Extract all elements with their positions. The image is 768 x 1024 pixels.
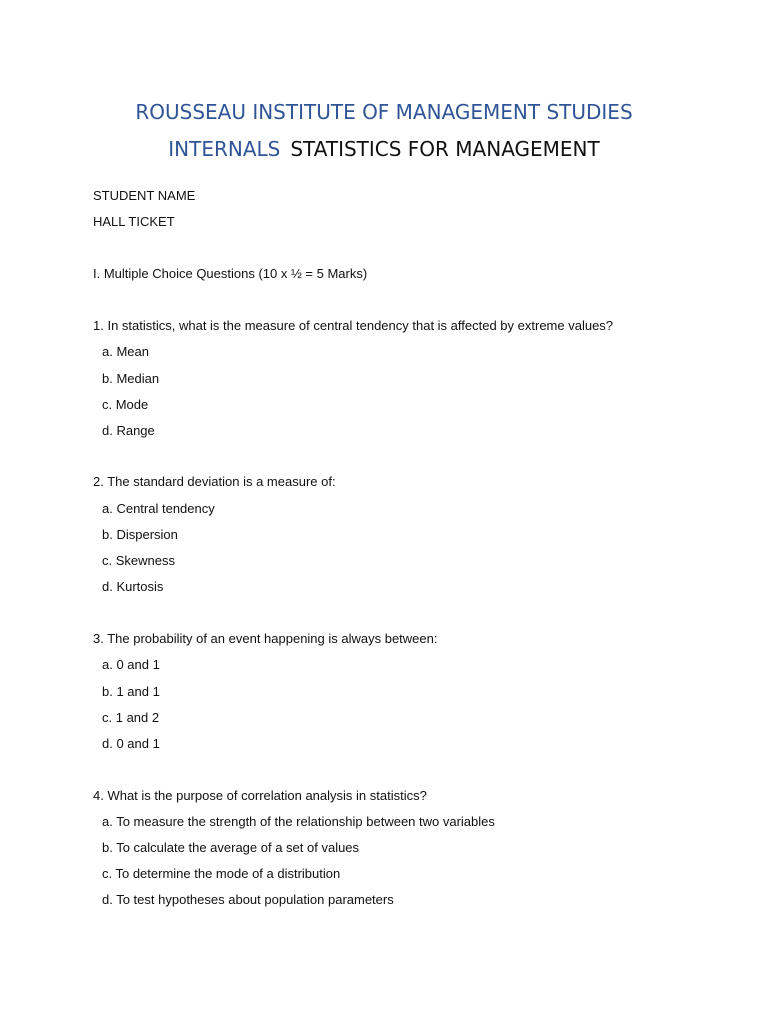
question-1-option-d: d. Range bbox=[102, 423, 155, 438]
question-4-option-c: c. To determine the mode of a distribution bbox=[102, 866, 341, 881]
question-2-option-d: d. Kurtosis bbox=[102, 579, 164, 594]
question-3: 3. The probability of an event happening is always between: bbox=[93, 631, 438, 646]
question-1: 1. In statistics, what is the measure of central tendency that is affected by extreme values? bbox=[93, 318, 614, 333]
question-2-option-c: c. Skewness bbox=[102, 553, 175, 568]
section-heading: I. Multiple Choice Questions (10 x ½ = 5 Marks) bbox=[93, 266, 368, 281]
question-1-option-c: c. Mode bbox=[102, 397, 149, 412]
exam-title bbox=[0, 136, 768, 162]
question-4-option-b: b. To calculate the average of a set of values bbox=[102, 840, 360, 855]
question-2-option-b: b. Dispersion bbox=[102, 527, 178, 542]
question-2: 2. The standard deviation is a measure of: bbox=[93, 474, 336, 489]
question-4-option-d: d. To test hypotheses about population parameters bbox=[102, 892, 394, 907]
question-3-option-b: b. 1 and 1 bbox=[102, 684, 160, 699]
hall-ticket-label: HALL TICKET bbox=[93, 214, 175, 229]
question-1-option-b: b. Median bbox=[102, 371, 160, 386]
subject-name: STATISTICS FOR MANAGEMENT bbox=[290, 137, 600, 161]
student-name-label: STUDENT NAME bbox=[93, 188, 196, 203]
question-3-option-d: d. 0 and 1 bbox=[102, 736, 160, 751]
question-1-option-a: a. Mean bbox=[102, 344, 149, 359]
question-4-option-a: a. To measure the strength of the relationship between two variables bbox=[102, 814, 495, 829]
institute-title: ROUSSEAU INSTITUTE OF MANAGEMENT STUDIES bbox=[135, 100, 633, 124]
question-4: 4. What is the purpose of correlation analysis in statistics? bbox=[93, 788, 427, 803]
question-2-option-a: a. Central tendency bbox=[102, 501, 215, 516]
exam-type: INTERNALS bbox=[168, 137, 281, 161]
question-3-option-a: a. 0 and 1 bbox=[102, 657, 160, 672]
question-3-option-c: c. 1 and 2 bbox=[102, 710, 160, 725]
